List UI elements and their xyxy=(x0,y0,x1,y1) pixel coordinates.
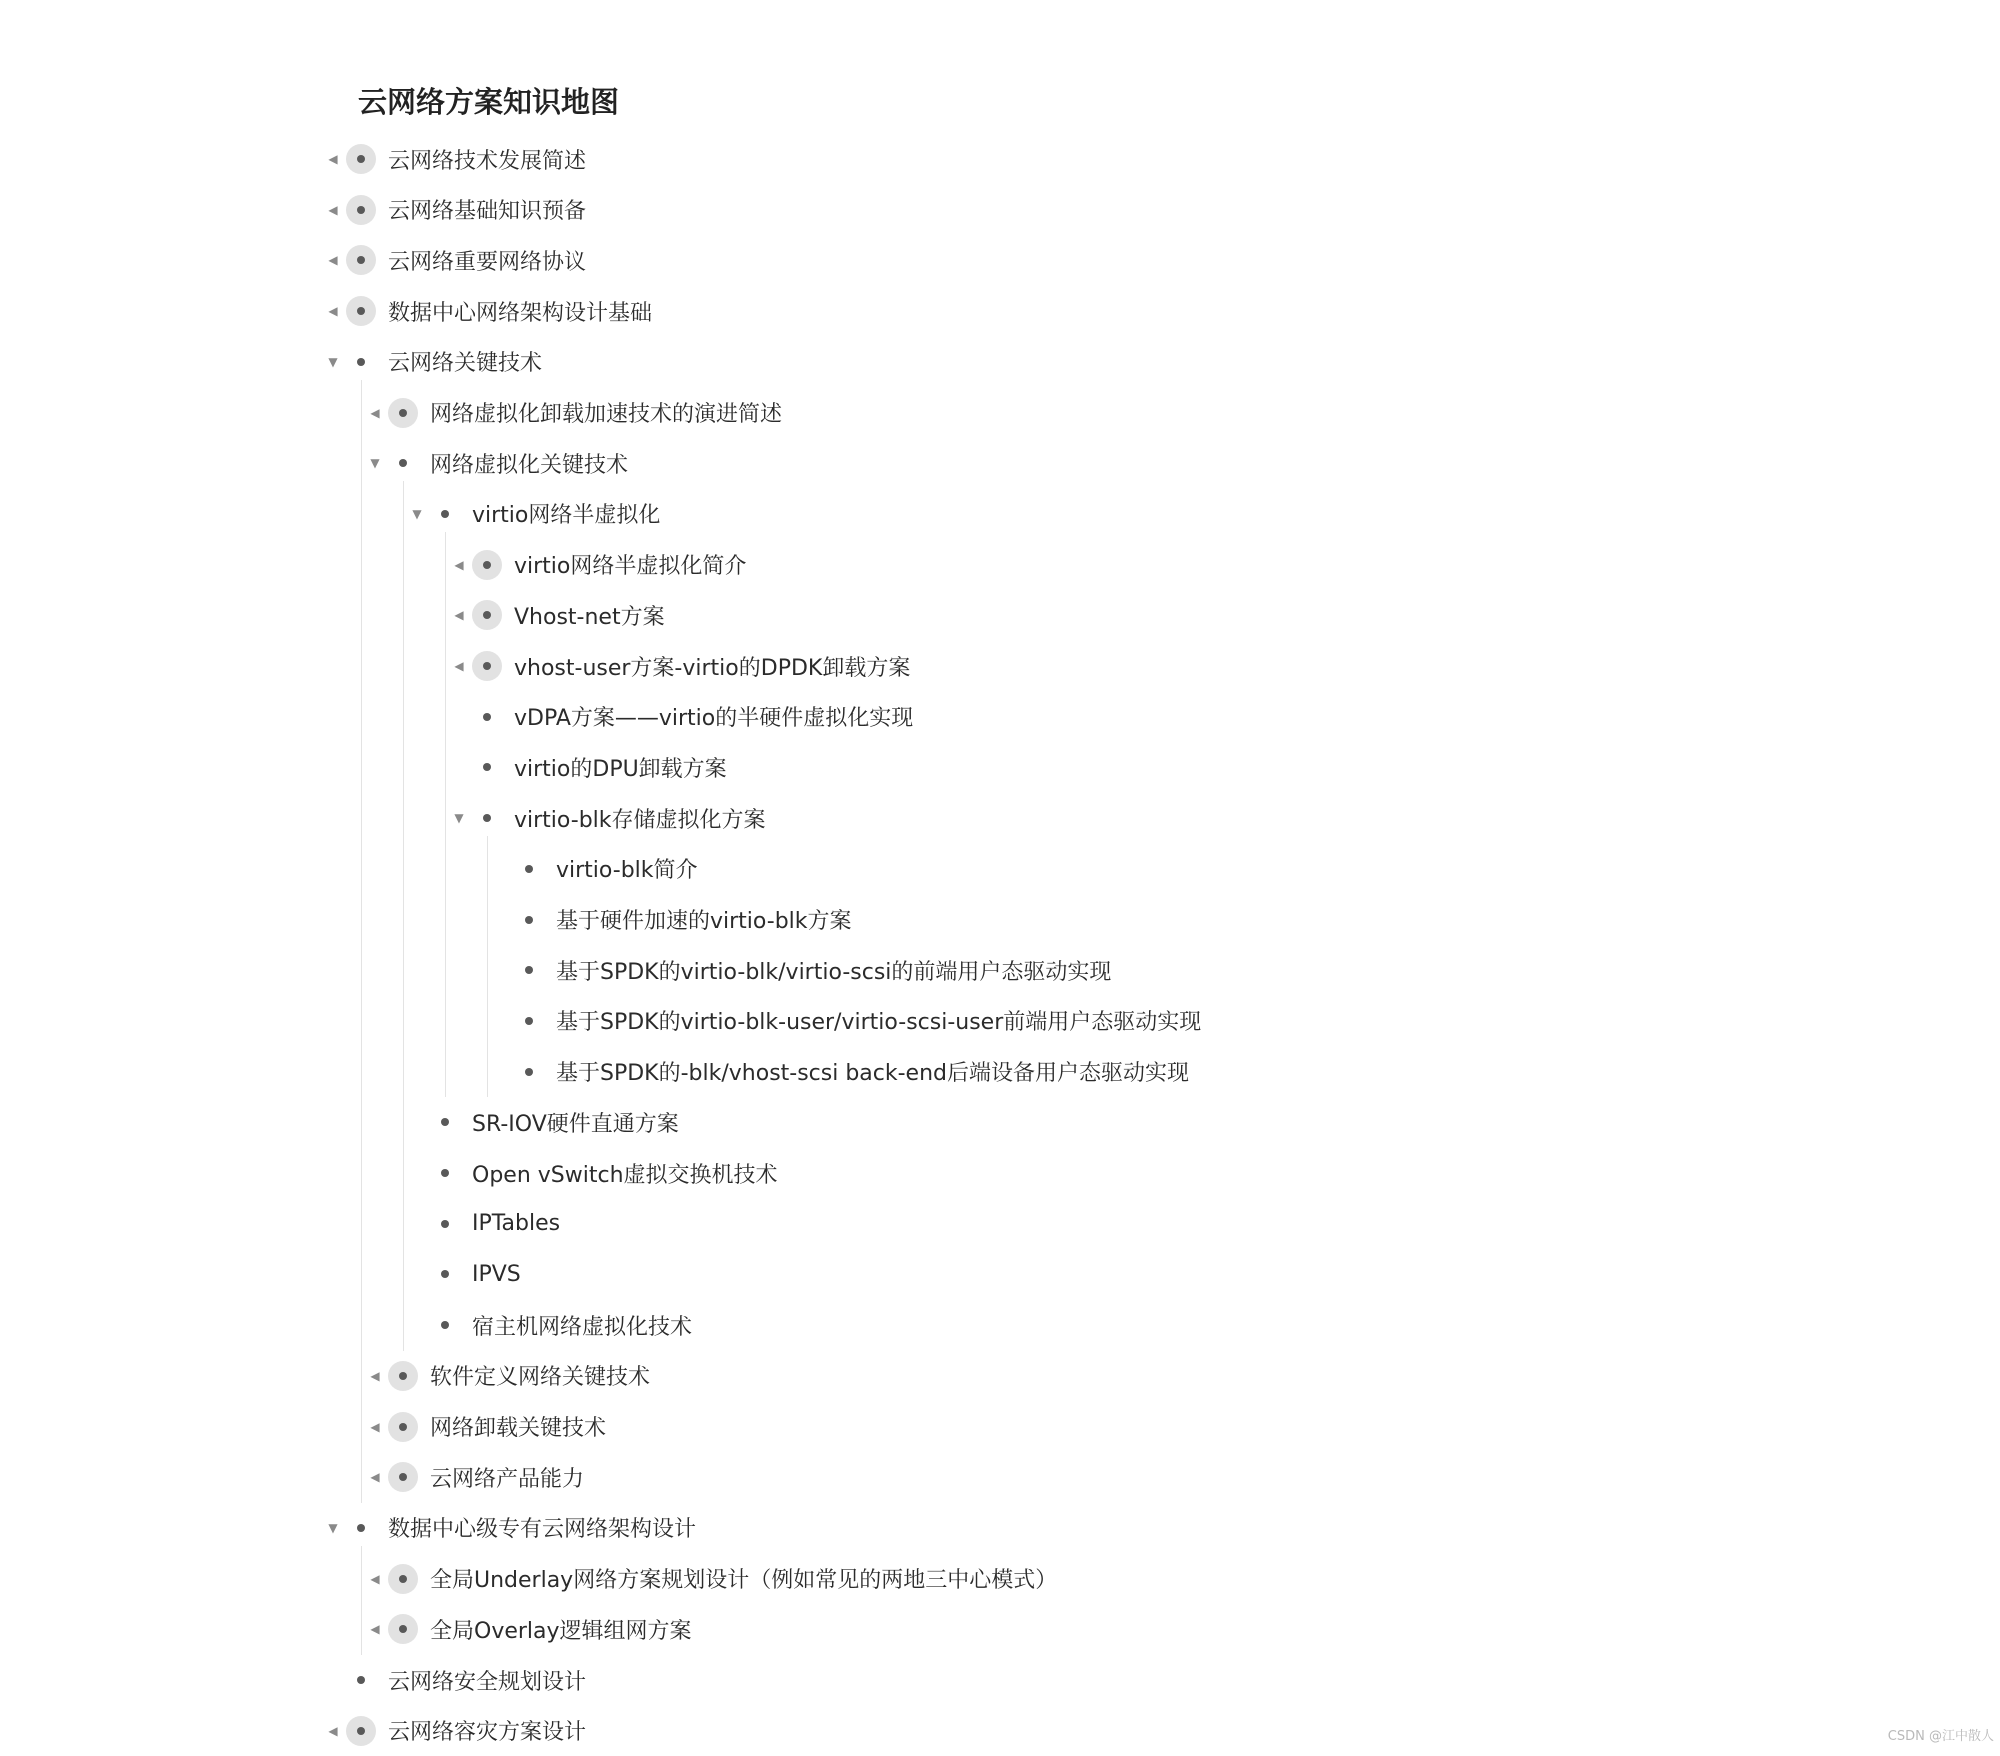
outline-item[interactable] xyxy=(322,337,542,387)
outline-item[interactable] xyxy=(490,895,852,945)
bullet-dot-icon xyxy=(399,459,407,467)
bullet-icon[interactable] xyxy=(346,195,376,225)
bullet-dot-icon xyxy=(399,1625,407,1633)
outline-item-label: IPTables xyxy=(472,1211,561,1237)
outline-item[interactable] xyxy=(322,134,586,184)
outline-item-label: 全局Underlay网络方案规划设计（例如常见的两地三中心模式） xyxy=(430,1568,1058,1594)
collapse-toggle-icon[interactable]: ▼ xyxy=(328,1520,338,1535)
outline-item-label: vhost-user方案-virtio的DPDK卸载方案 xyxy=(514,655,911,681)
bullet-dot-icon xyxy=(483,662,491,670)
outline-item-label: 网络虚拟化卸载加速技术的演进简述 xyxy=(430,402,783,427)
outline-item[interactable] xyxy=(322,1655,586,1705)
outline-item[interactable] xyxy=(322,286,652,336)
bullet-icon[interactable] xyxy=(472,550,502,580)
page-title: 云网络方案知识地图 xyxy=(358,85,620,119)
bullet-icon[interactable] xyxy=(472,803,502,833)
outline-item[interactable] xyxy=(364,1452,584,1502)
outline-item-label: 基于SPDK的virtio-blk-user/virtio-scsi-user前端用户态驱动实现 xyxy=(556,1010,1202,1036)
bullet-dot-icon xyxy=(357,206,365,214)
outline-item-label: 云网络安全规划设计 xyxy=(388,1669,587,1695)
outline-item-label: 云网络基础知识预备 xyxy=(388,199,587,225)
outline-item-label: virtio网络半虚拟化简介 xyxy=(514,554,747,580)
bullet-icon[interactable] xyxy=(472,752,502,782)
outline-item-label: 网络虚拟化关键技术 xyxy=(430,452,629,478)
outline-item[interactable] xyxy=(406,1097,679,1147)
outline-item[interactable] xyxy=(448,641,910,691)
indent-guide-line xyxy=(361,380,362,1503)
collapse-toggle-icon[interactable]: ▼ xyxy=(454,811,464,826)
outline-item-label: 宿主机网络虚拟化技术 xyxy=(472,1314,693,1340)
bullet-icon[interactable] xyxy=(430,1107,460,1137)
indent-guide-line xyxy=(361,1546,362,1655)
bullet-icon[interactable] xyxy=(472,651,502,681)
bullet-dot-icon xyxy=(399,1473,407,1481)
bullet-icon[interactable] xyxy=(430,1310,460,1340)
bullet-icon[interactable] xyxy=(346,296,376,326)
expand-toggle-icon[interactable]: ◀ xyxy=(328,152,338,166)
bullet-dot-icon xyxy=(357,307,365,315)
outline-item[interactable] xyxy=(406,1148,778,1198)
outline-item-label: virtio的DPU卸载方案 xyxy=(514,756,727,782)
bullet-dot-icon xyxy=(525,1068,533,1076)
expand-toggle-icon[interactable]: ◀ xyxy=(454,557,464,572)
outline-item[interactable] xyxy=(490,996,1201,1046)
outline-item[interactable] xyxy=(448,590,665,640)
outline-item-label: 云网络产品能力 xyxy=(430,1466,585,1492)
indent-guide-line xyxy=(487,836,488,1098)
bullet-icon[interactable] xyxy=(430,1259,460,1289)
bullet-icon[interactable] xyxy=(514,955,544,985)
outline-item[interactable] xyxy=(448,793,766,843)
indent-guide-line xyxy=(445,532,446,1098)
bullet-dot-icon xyxy=(357,358,365,366)
outline-item[interactable] xyxy=(448,692,913,742)
bullet-icon[interactable] xyxy=(472,702,502,732)
expand-toggle-icon[interactable]: ◀ xyxy=(328,202,338,217)
bullet-icon[interactable] xyxy=(430,499,460,529)
bullet-icon[interactable] xyxy=(514,1057,544,1087)
expand-toggle-icon[interactable]: ◀ xyxy=(370,1571,380,1586)
collapse-toggle-icon[interactable]: ▼ xyxy=(328,354,338,369)
outline-item-label: 云网络技术发展简述 xyxy=(388,148,587,174)
outline-item-label: SR-IOV硬件直通方案 xyxy=(472,1111,679,1137)
bullet-icon[interactable] xyxy=(346,245,376,275)
bullet-dot-icon xyxy=(483,611,491,619)
outline-item-label: 云网络关键技术 xyxy=(388,351,543,377)
bullet-dot-icon xyxy=(357,155,365,163)
outline-item-label: virtio-blk存储虚拟化方案 xyxy=(514,807,766,833)
outline-item[interactable] xyxy=(322,235,586,285)
bullet-icon[interactable] xyxy=(430,1158,460,1188)
bullet-dot-icon xyxy=(399,1575,407,1583)
expand-toggle-icon[interactable]: ◀ xyxy=(454,659,464,673)
bullet-dot-icon xyxy=(441,1169,449,1177)
bullet-dot-icon xyxy=(483,561,491,569)
bullet-icon[interactable] xyxy=(388,1564,418,1594)
bullet-dot-icon xyxy=(525,1017,533,1025)
bullet-dot-icon xyxy=(441,1118,449,1126)
outline-item-label: vDPA方案——virtio的半硬件虚拟化实现 xyxy=(514,706,914,732)
expand-toggle-icon[interactable]: ◀ xyxy=(370,1470,380,1485)
outline-item-label: 云网络容灾方案设计 xyxy=(388,1720,587,1746)
bullet-dot-icon xyxy=(357,256,365,264)
bullet-icon[interactable] xyxy=(388,1462,418,1492)
expand-toggle-icon[interactable]: ◀ xyxy=(328,253,338,268)
outline-item[interactable] xyxy=(322,185,586,235)
bullet-dot-icon xyxy=(357,1727,365,1735)
outline-item[interactable] xyxy=(406,1249,521,1299)
bullet-dot-icon xyxy=(525,916,533,924)
outline-item-label: Open vSwitch虚拟交换机技术 xyxy=(472,1162,778,1188)
bullet-icon[interactable] xyxy=(472,600,502,630)
bullet-dot-icon xyxy=(357,1524,365,1532)
bullet-icon[interactable] xyxy=(514,1006,544,1036)
bullet-icon[interactable] xyxy=(346,1665,376,1695)
outline-item[interactable] xyxy=(364,1402,606,1452)
bullet-dot-icon xyxy=(483,814,491,822)
outline-item[interactable] xyxy=(322,1706,586,1756)
bullet-icon[interactable] xyxy=(514,905,544,935)
outline-item-label: 网络卸载关键技术 xyxy=(430,1416,607,1441)
bullet-icon[interactable] xyxy=(388,398,418,428)
watermark: CSDN @江中散人 xyxy=(1887,1729,1994,1744)
bullet-dot-icon xyxy=(441,510,449,518)
outline-item[interactable] xyxy=(490,1047,1189,1097)
bullet-dot-icon xyxy=(525,966,533,974)
bullet-icon[interactable] xyxy=(388,1412,418,1442)
outline-item-label: 基于硬件加速的virtio-blk方案 xyxy=(556,909,852,934)
outline-item[interactable] xyxy=(322,1503,696,1553)
outline-item[interactable] xyxy=(406,1199,560,1249)
bullet-dot-icon xyxy=(483,763,491,771)
outline-item[interactable] xyxy=(406,1300,692,1350)
bullet-icon[interactable] xyxy=(346,1716,376,1746)
outline-item[interactable] xyxy=(364,388,782,438)
outline-item-label: 软件定义网络关键技术 xyxy=(430,1365,651,1391)
bullet-dot-icon xyxy=(399,1423,407,1431)
bullet-icon[interactable] xyxy=(346,144,376,174)
expand-toggle-icon[interactable]: ◀ xyxy=(370,405,380,420)
outline-item-label: 数据中心网络架构设计基础 xyxy=(388,300,653,326)
bullet-icon[interactable] xyxy=(430,1209,460,1239)
bullet-dot-icon xyxy=(357,1676,365,1684)
bullet-icon[interactable] xyxy=(346,1513,376,1543)
outline-item[interactable] xyxy=(448,742,727,792)
expand-toggle-icon[interactable]: ◀ xyxy=(454,608,464,623)
bullet-dot-icon xyxy=(441,1220,449,1228)
expand-toggle-icon[interactable]: ◀ xyxy=(328,1723,338,1738)
indent-guide-line xyxy=(403,481,404,1351)
bullet-icon[interactable] xyxy=(388,448,418,478)
bullet-dot-icon xyxy=(441,1270,449,1278)
collapse-toggle-icon[interactable]: ▼ xyxy=(370,456,380,471)
bullet-icon[interactable] xyxy=(514,854,544,884)
bullet-dot-icon xyxy=(483,713,491,721)
expand-toggle-icon[interactable]: ◀ xyxy=(370,1419,380,1434)
bullet-dot-icon xyxy=(399,409,407,417)
outline-item[interactable] xyxy=(364,1554,1057,1604)
bullet-icon[interactable] xyxy=(388,1361,418,1391)
outline-item-label: 基于SPDK的-blk/vhost-scsi back-end后端设备用户态驱动实现 xyxy=(556,1061,1190,1087)
outline-item-label: IPVS xyxy=(472,1261,521,1287)
bullet-dot-icon xyxy=(399,1372,407,1380)
outline-item-label: 基于SPDK的virtio-blk/virtio-scsi的前端用户态驱动实现 xyxy=(556,959,1112,985)
outline-item-label: Vhost-net方案 xyxy=(514,604,665,630)
expand-toggle-icon[interactable]: ◀ xyxy=(328,304,338,319)
outline-item-label: 全局Overlay逻辑组网方案 xyxy=(430,1618,692,1644)
outline-item[interactable] xyxy=(364,1604,692,1654)
expand-toggle-icon[interactable]: ◀ xyxy=(370,1622,380,1637)
bullet-icon[interactable] xyxy=(388,1614,418,1644)
outline-item-label: virtio-blk简介 xyxy=(556,858,698,884)
bullet-icon[interactable] xyxy=(346,347,376,377)
outline-item[interactable] xyxy=(490,945,1111,995)
bullet-dot-icon xyxy=(441,1321,449,1329)
expand-toggle-icon[interactable]: ◀ xyxy=(370,1368,380,1383)
outline-item[interactable] xyxy=(448,540,746,590)
collapse-toggle-icon[interactable]: ▼ xyxy=(412,506,422,521)
outline-item-label: virtio网络半虚拟化 xyxy=(472,503,661,529)
bullet-dot-icon xyxy=(525,865,533,873)
outline-item[interactable] xyxy=(490,844,698,894)
outline-item-label: 云网络重要网络协议 xyxy=(388,249,587,275)
outline-item[interactable] xyxy=(364,1351,650,1401)
outline-item-label: 数据中心级专有云网络架构设计 xyxy=(388,1517,697,1543)
